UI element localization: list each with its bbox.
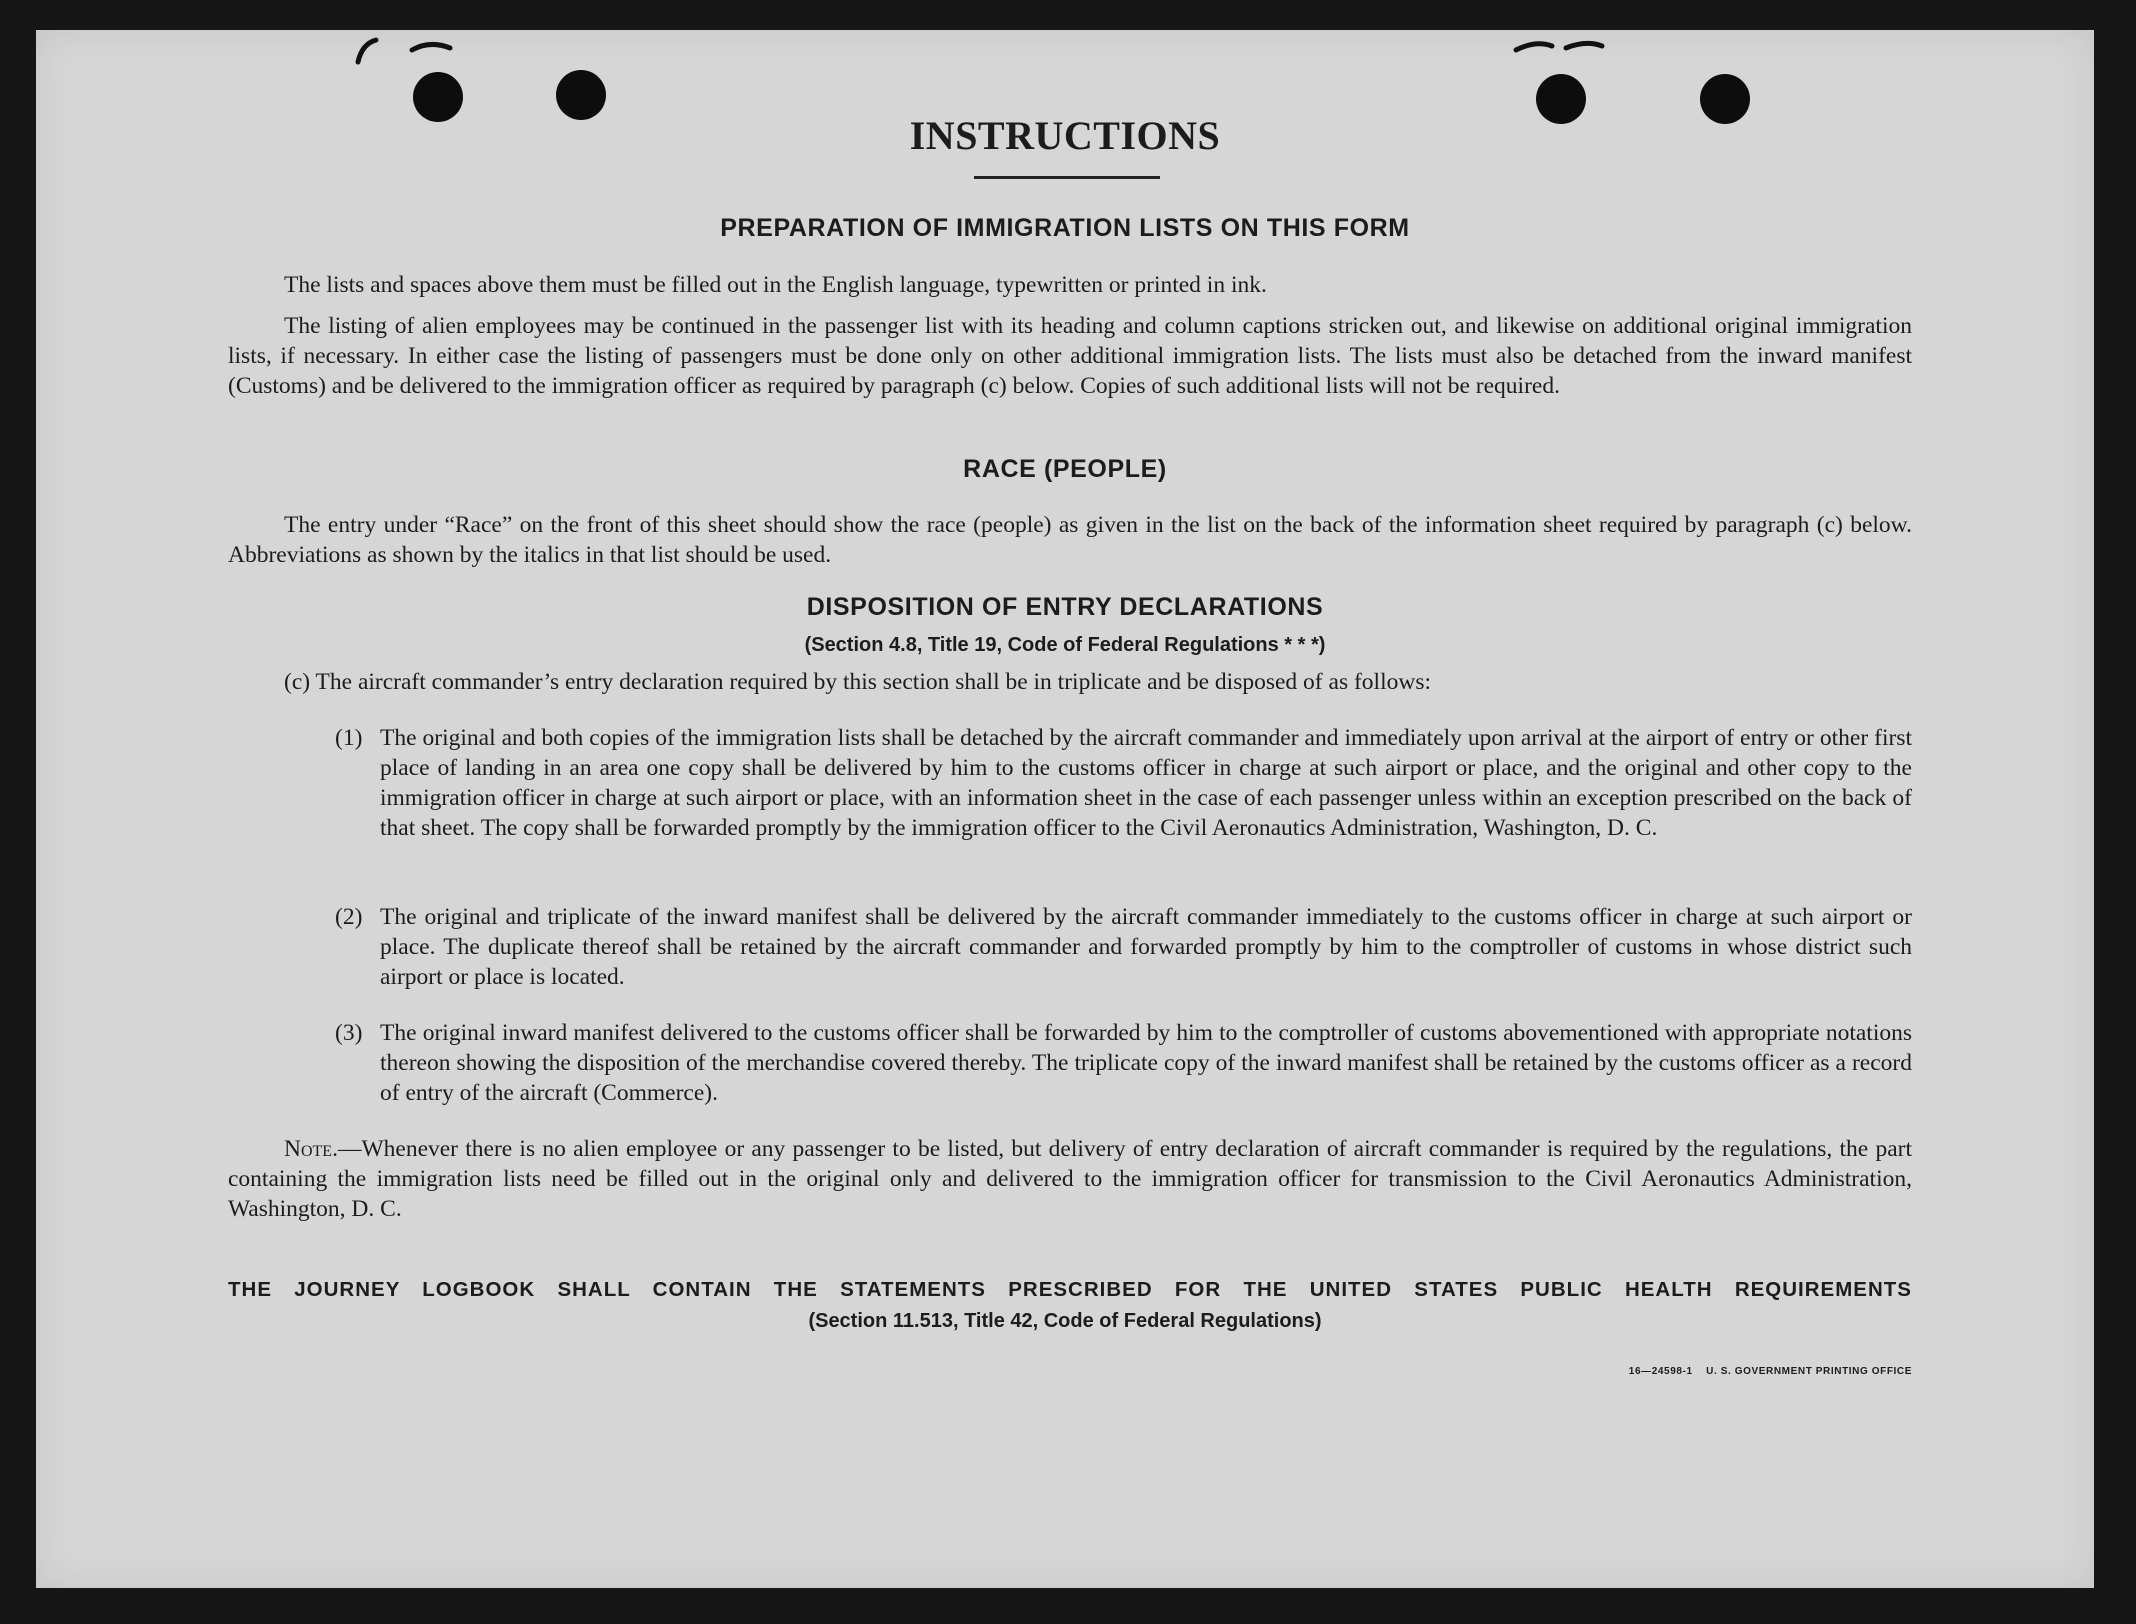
section-heading-race: RACE (PEOPLE) xyxy=(963,455,1167,483)
title-underline xyxy=(974,176,1160,179)
section-heading-preparation: PREPARATION OF IMMIGRATION LISTS ON THIS FORM xyxy=(720,214,1410,242)
list-item-1 xyxy=(335,723,1912,843)
section-heading-disposition: DISPOSITION OF ENTRY DECLARATIONS xyxy=(806,593,1324,621)
printer-imprint xyxy=(1536,1366,1912,1377)
list-item-text: The original and triplicate of the inward manifest shall be delivered by the aircraft commander immediately to the customs officer in charge at such airport or place. The duplicate thereof shall be retained by the aircraft commander and forwarded promptly by him to the comptroller of customs in whose district such airport or place is located. xyxy=(380,904,1912,990)
list-item-number: (1) xyxy=(335,725,363,751)
list-item-number: (3) xyxy=(335,1020,363,1046)
section-citation: (Section 4.8, Title 19, Code of Federal Regulations * * *) xyxy=(804,634,1326,656)
list-item-text: The original and both copies of the immigration lists shall be detached by the aircraft commander and immediately upon arrival at the airport of entry or other first place of landing in an area one copy shall be delivered by him to the customs officer in charge at such airport or place, and the original and other copy to the immigration officer in charge at such airport or place, with an information sheet in the case of each passenger unless within an exception prescribed on the back of that sheet. The copy shall be forwarded promptly by the immigration officer to the Civil Aeronautics Administration, Washington, D. C. xyxy=(380,725,1912,841)
printer-name: U. S. GOVERNMENT PRINTING OFFICE xyxy=(1706,1366,1912,1377)
note-label: Note. xyxy=(284,1136,338,1162)
note-paragraph xyxy=(228,1134,1912,1224)
form-number: 16—24598-1 xyxy=(1628,1366,1693,1377)
list-item-text: The original inward manifest delivered to the customs officer shall be forwarded by him to the comptroller of customs abovementioned with appropriate notations thereon showing the disposition of the merchandise covered thereby. The triplicate copy of the inward manifest shall be retained by the customs officer as a record of entry of the aircraft (Commerce). xyxy=(380,1020,1912,1106)
pen-mark-left xyxy=(352,30,472,70)
paragraph-lists-language: The lists and spaces above them must be filled out in the English language, typewritten or printed in ink. xyxy=(284,272,1267,298)
public-health-heading: THE JOURNEY LOGBOOK SHALL CONTAIN THE STATEMENTS PRESCRIBED FOR THE UNITED STATES PUBLIC HEALTH REQUIREMENTS xyxy=(228,1278,1912,1301)
paragraph-c-lead: (c) The aircraft commander’s entry declaration required by this section shall be in triplicate and be disposed of as follows: xyxy=(284,669,1431,695)
paragraph-alien-employees: The listing of alien employees may be continued in the passenger list with its heading and column captions stricken out, and likewise on additional original immigration lists, if necessary. In either case the listing of passengers must be done only on other additional immigration lists. The lists must also be detached from the inward manifest (Customs) and be delivered to the immigration officer as required by paragraph (c) below. Copies of such additional lists will not be required. xyxy=(228,313,1912,399)
list-item-2 xyxy=(335,902,1912,992)
page-title: INSTRUCTIONS xyxy=(909,113,1221,158)
pen-mark-right xyxy=(1476,30,1616,70)
paragraph-race: The entry under “Race” on the front of this sheet should show the race (people) as given in the list on the back of the information sheet required by paragraph (c) below. Abbreviations as shown by the italics in that list should be used. xyxy=(228,512,1912,568)
list-item-3 xyxy=(335,1018,1912,1108)
list-item-number: (2) xyxy=(335,904,363,930)
public-health-citation: (Section 11.513, Title 42, Code of Federal Regulations) xyxy=(808,1310,1322,1332)
note-text: —Whenever there is no alien employee or any passenger to be listed, but delivery of entry declaration of aircraft commander is required by the regulations, the part containing the immigration lists need be filled out in the original only and delivered to the immigration officer for transmission to the Civil Aeronautics Administration, Washington, D. C. xyxy=(228,1136,1912,1222)
document-page xyxy=(36,30,2094,1588)
